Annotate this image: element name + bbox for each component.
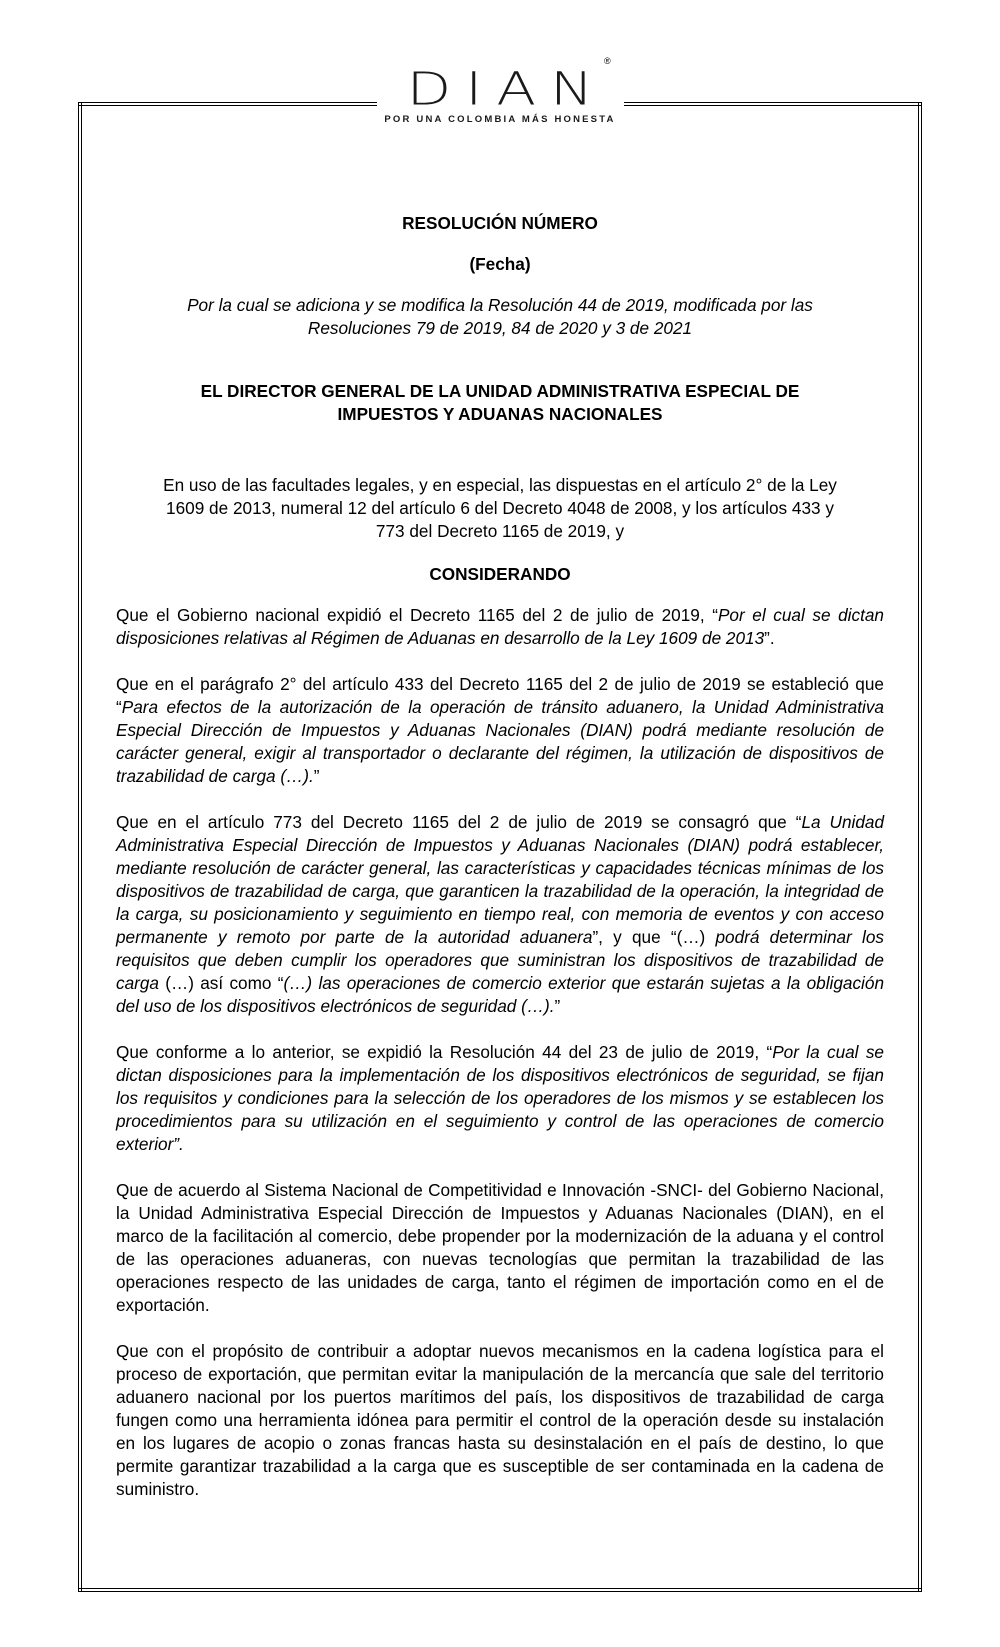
issuing-authority [116, 380, 884, 426]
frame-bottom-border [78, 1588, 922, 1592]
p2-text: Que en el parágrafo 2° del artículo 433 del Decreto 1165 del 2 de julio de 2019 se estableció que “ [116, 674, 884, 717]
subject-line-2: Resoluciones 79 de 2019, 84 de 2020 y 3 de 2021 [307, 318, 693, 338]
p3-quote-3: (…) las operaciones de comercio exterior que estarán sujetas a la obligación del uso de los dispositivos electrónicos de seguridad (…). [116, 973, 884, 1016]
considerando-heading: CONSIDERANDO [429, 564, 571, 584]
p3-quote-2: podrá determinar los requisitos que deben cumplir los operadores que suministran los dispositivos de trazabilidad de carga [116, 927, 884, 993]
date-label: (Fecha) [469, 254, 531, 274]
p4-quote: Por la cual se dictan disposiciones para la implementación de los dispositivos electrónicos de seguridad, se fijan los requisitos y condiciones para la selección de los operadores de los mismos y se establecen los procedimientos para su utilización en el seguimiento y control de las operaciones de comercio exterior”. [116, 1042, 884, 1154]
resolution-title: RESOLUCIÓN NÚMERO [402, 213, 598, 233]
subject-line-1: Por la cual se adiciona y se modifica la Resolución 44 de 2019, modificada por las [187, 295, 813, 315]
document-body [116, 212, 884, 1501]
frame-top-right-border [624, 102, 922, 106]
preamble-line-1: En uso de las facultades legales, y en especial, las dispuestas en el artículo 2° de la Ley [163, 475, 837, 495]
preamble-line-3: 773 del Decreto 1165 de 2019, y [375, 521, 625, 541]
frame-top-left-border [78, 102, 377, 106]
considerando-paragraph-4 [116, 1041, 884, 1156]
resolution-subject [116, 294, 884, 340]
frame-right-border [918, 102, 922, 1592]
authority-line-1: EL DIRECTOR GENERAL DE LA UNIDAD ADMINISTRATIVA ESPECIAL DE [200, 381, 800, 401]
considerando-paragraph-3 [116, 811, 884, 1018]
preamble [116, 474, 884, 543]
p3-connector-2: (…) así como “ [159, 973, 284, 993]
p1-end: ”. [764, 628, 775, 648]
preamble-line-2: 1609 de 2013, numeral 12 del artículo 6 del Decreto 4048 de 2008, y los artículos 433 y [166, 498, 834, 518]
considerando-paragraph-2 [116, 673, 884, 788]
p2-quote: Para efectos de la autorización de la operación de tránsito aduanero, la Unidad Administrativa Especial Dirección de Impuestos y Aduanas Nacionales (DIAN) podrá mediante resolución de carácter general, exigir al transportador o declarante del régimen, la utilización de dispositivos de trazabilidad de carga (…). [116, 697, 884, 786]
registered-mark: ® [604, 56, 611, 66]
p3-end: ” [554, 996, 561, 1016]
frame-left-border [78, 102, 82, 1592]
dian-logo [0, 60, 1000, 118]
authority-line-2: IMPUESTOS Y ADUANAS NACIONALES [337, 404, 663, 424]
p1-quote: Por el cual se dictan disposiciones relativas al Régimen de Aduanas en desarrollo de la Ley 1609 de 2013 [116, 605, 884, 648]
considerando-paragraph-5: Que de acuerdo al Sistema Nacional de Competitividad e Innovación -SNCI- del Gobierno Nacional, la Unidad Administrativa Especial Dirección de Impuestos y Aduanas Nacionales (DIAN), en el marco de la facilitación al comercio, debe propender por la modernización de la aduana y el control de las operaciones aduaneras, con nuevas tecnologías que permitan la trazabilidad de las operaciones respecto de las unidades de carga, tanto el régimen de importación como en el de exportación. [116, 1180, 884, 1315]
p4-text: Que conforme a lo anterior, se expidió la Resolución 44 del 23 de julio de 2019, “ [116, 1042, 773, 1062]
logo-wordmark: DIAN [406, 62, 608, 116]
p1-text: Que el Gobierno nacional expidió el Decreto 1165 del 2 de julio de 2019, “ [116, 605, 718, 625]
logo-tagline: POR UNA COLOMBIA MÁS HONESTA [384, 114, 616, 125]
considerando-paragraph-6: Que con el propósito de contribuir a adoptar nuevos mecanismos en la cadena logística para el proceso de exportación, que permitan evitar la manipulación de la mercancía que sale del territorio aduanero nacional por los puertos marítimos del país, los dispositivos de trazabilidad de carga fungen como una herramienta idónea para permitir el control de la operación desde su instalación en los lugares de acopio o zonas francas hasta su desinstalación en el país de destino, lo que permite garantizar trazabilidad a la carga que es susceptible de ser contaminada en la cadena de suministro. [116, 1341, 884, 1499]
p2-end: ” [313, 766, 320, 786]
considerando-paragraph-1 [116, 604, 884, 650]
p3-text: Que en el artículo 773 del Decreto 1165 del 2 de julio de 2019 se consagró que “ [116, 812, 802, 832]
p3-connector-1: ”, y que “(…) [592, 927, 716, 947]
p3-quote-1: La Unidad Administrativa Especial Dirección de Impuestos y Aduanas Nacionales (DIAN) podrá establecer, mediante resolución de carácter general, las características y capacidades técnicas mínimas de los dispositivos de trazabilidad de carga, que garanticen la trazabilidad de la operación, la integridad de la carga, su posicionamiento y seguimiento en tiempo real, con memoria de eventos y con acceso permanente y remoto por parte de la autoridad aduanera [116, 812, 885, 947]
